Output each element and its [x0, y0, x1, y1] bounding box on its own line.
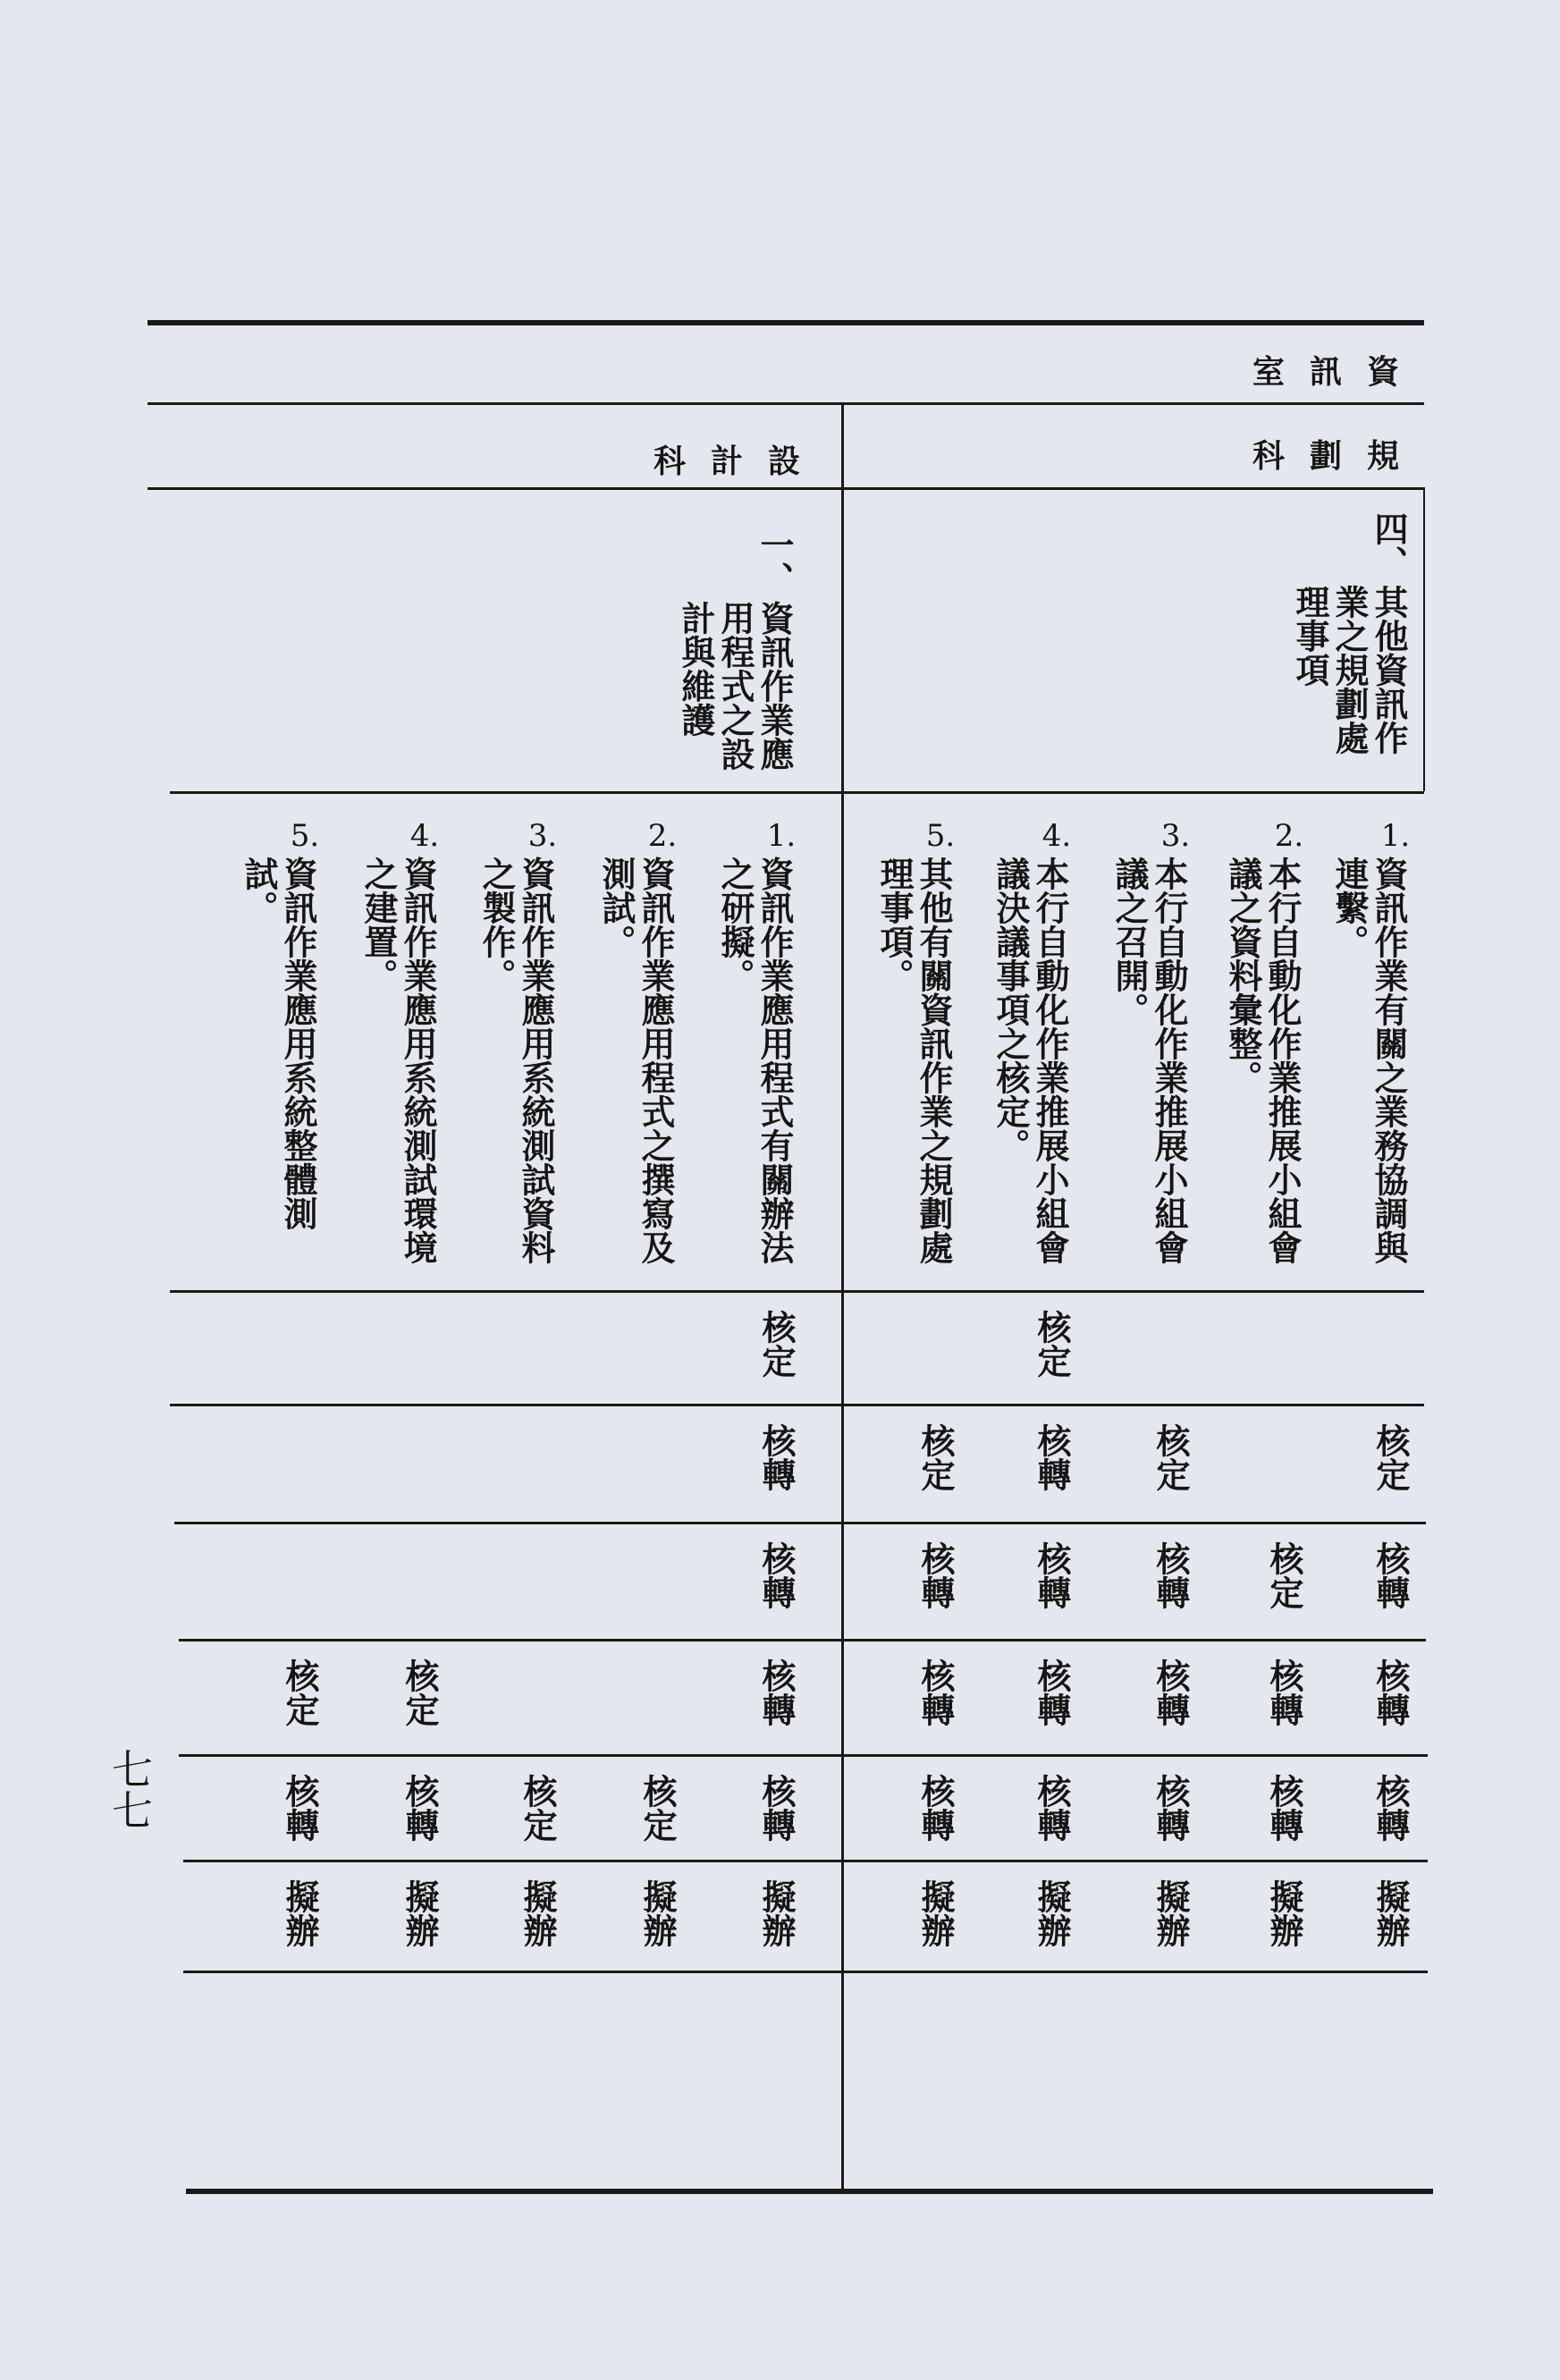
page-number: 七七: [105, 1748, 154, 1830]
item-text: 本行自動化作業推展小組會議決議事項之核定。: [991, 857, 1069, 1264]
item-number: 5.: [925, 818, 956, 854]
approval-5: 核轉: [400, 1774, 439, 1842]
approval-6: 擬辦: [915, 1879, 955, 1947]
approval-2: 核定: [1151, 1423, 1190, 1491]
approval-5: 核轉: [280, 1774, 319, 1842]
approval-5: 核轉: [915, 1774, 955, 1842]
approval-5: 核定: [637, 1774, 677, 1842]
approval-6: 擬辦: [1264, 1879, 1303, 1947]
item-number: 4.: [409, 818, 440, 854]
rule: [183, 1860, 1428, 1862]
approval-4: 核定: [400, 1658, 439, 1726]
approval-2: 核轉: [756, 1423, 796, 1491]
section-heading: 其他資訊作業之規劃處理事項: [1290, 585, 1408, 755]
approval-3: 核轉: [756, 1541, 796, 1609]
approval-3: 核轉: [1151, 1541, 1190, 1609]
item-text: 資訊作業應用程式有關辦法之研擬。: [715, 857, 794, 1264]
column-divider: [841, 404, 844, 2192]
section-heading-number: 四、: [1369, 511, 1408, 579]
approval-6: 擬辦: [1370, 1879, 1410, 1947]
item-number: 3.: [1160, 818, 1191, 854]
approval-4: 核轉: [1370, 1658, 1410, 1726]
rule: [183, 1971, 1428, 1973]
top-rule: [148, 320, 1424, 325]
approval-3: 核轉: [1032, 1541, 1071, 1609]
right-border: [1423, 487, 1425, 791]
item-text: 資訊作業應用系統測試資料之製作。: [476, 857, 555, 1264]
approval-5: 核轉: [1264, 1774, 1303, 1842]
approval-5: 核定: [518, 1774, 557, 1842]
rule: [148, 487, 1424, 490]
rule: [179, 1639, 1426, 1642]
approval-2: 核定: [1370, 1423, 1410, 1491]
item-number: 2.: [647, 818, 678, 854]
item-number: 4.: [1041, 818, 1072, 854]
approval-5: 核轉: [1370, 1774, 1410, 1842]
approval-2: 核轉: [1032, 1423, 1071, 1491]
approval-2: 核定: [915, 1423, 955, 1491]
item-text: 資訊作業有關之業務協調與連繫。: [1329, 857, 1408, 1264]
section-heading: 資訊作業應用程式之設計與維護: [676, 601, 794, 771]
item-number: 5.: [290, 818, 320, 854]
dept-design: 設 計 科: [653, 443, 800, 480]
approval-6: 擬辦: [400, 1879, 439, 1947]
item-text: 資訊作業應用系統測試環境之建置。: [358, 857, 437, 1264]
approval-5: 核轉: [756, 1774, 796, 1842]
rule: [148, 402, 1424, 405]
item-number: 3.: [527, 818, 558, 854]
approval-5: 核轉: [1032, 1774, 1071, 1842]
approval-4: 核轉: [756, 1658, 796, 1726]
rule: [170, 1290, 1424, 1293]
item-number: 1.: [766, 818, 797, 854]
item-number: 2.: [1274, 818, 1304, 854]
item-text: 本行自動化作業推展小組會議之資料彙整。: [1223, 857, 1302, 1264]
approval-6: 擬辦: [1151, 1879, 1190, 1947]
item-text: 資訊作業應用程式之撰寫及測試。: [596, 857, 675, 1264]
rule: [170, 791, 1424, 794]
item-number: 1.: [1380, 818, 1411, 854]
approval-4: 核轉: [1151, 1658, 1190, 1726]
item-text: 本行自動化作業推展小組會議之召開。: [1109, 857, 1188, 1264]
approval-5: 核轉: [1151, 1774, 1190, 1842]
item-text: 資訊作業應用系統整體測試。: [239, 857, 317, 1230]
dept-planning: 規 劃 科: [1252, 437, 1399, 475]
section-heading-number: 一、: [755, 527, 794, 595]
approval-6: 擬辦: [756, 1879, 796, 1947]
approval-3: 核轉: [915, 1541, 955, 1609]
rule: [179, 1754, 1428, 1757]
approval-4: 核轉: [915, 1658, 955, 1726]
approval-6: 擬辦: [518, 1879, 557, 1947]
approval-4: 核轉: [1032, 1658, 1071, 1726]
office-title: 資 訊 室: [1252, 353, 1399, 391]
item-text: 其他有關資訊作業之規劃處理事項。: [874, 857, 953, 1264]
approval-1: 核定: [756, 1310, 796, 1378]
rule: [174, 1522, 1426, 1524]
approval-6: 擬辦: [637, 1879, 677, 1947]
approval-4: 核定: [280, 1658, 319, 1726]
rule: [170, 1404, 1424, 1406]
approval-6: 擬辦: [280, 1879, 319, 1947]
approval-4: 核轉: [1264, 1658, 1303, 1726]
approval-3: 核轉: [1370, 1541, 1410, 1609]
approval-1: 核定: [1032, 1310, 1071, 1378]
approval-3: 核定: [1264, 1541, 1303, 1609]
approval-6: 擬辦: [1032, 1879, 1071, 1947]
bottom-rule: [186, 2189, 1433, 2194]
